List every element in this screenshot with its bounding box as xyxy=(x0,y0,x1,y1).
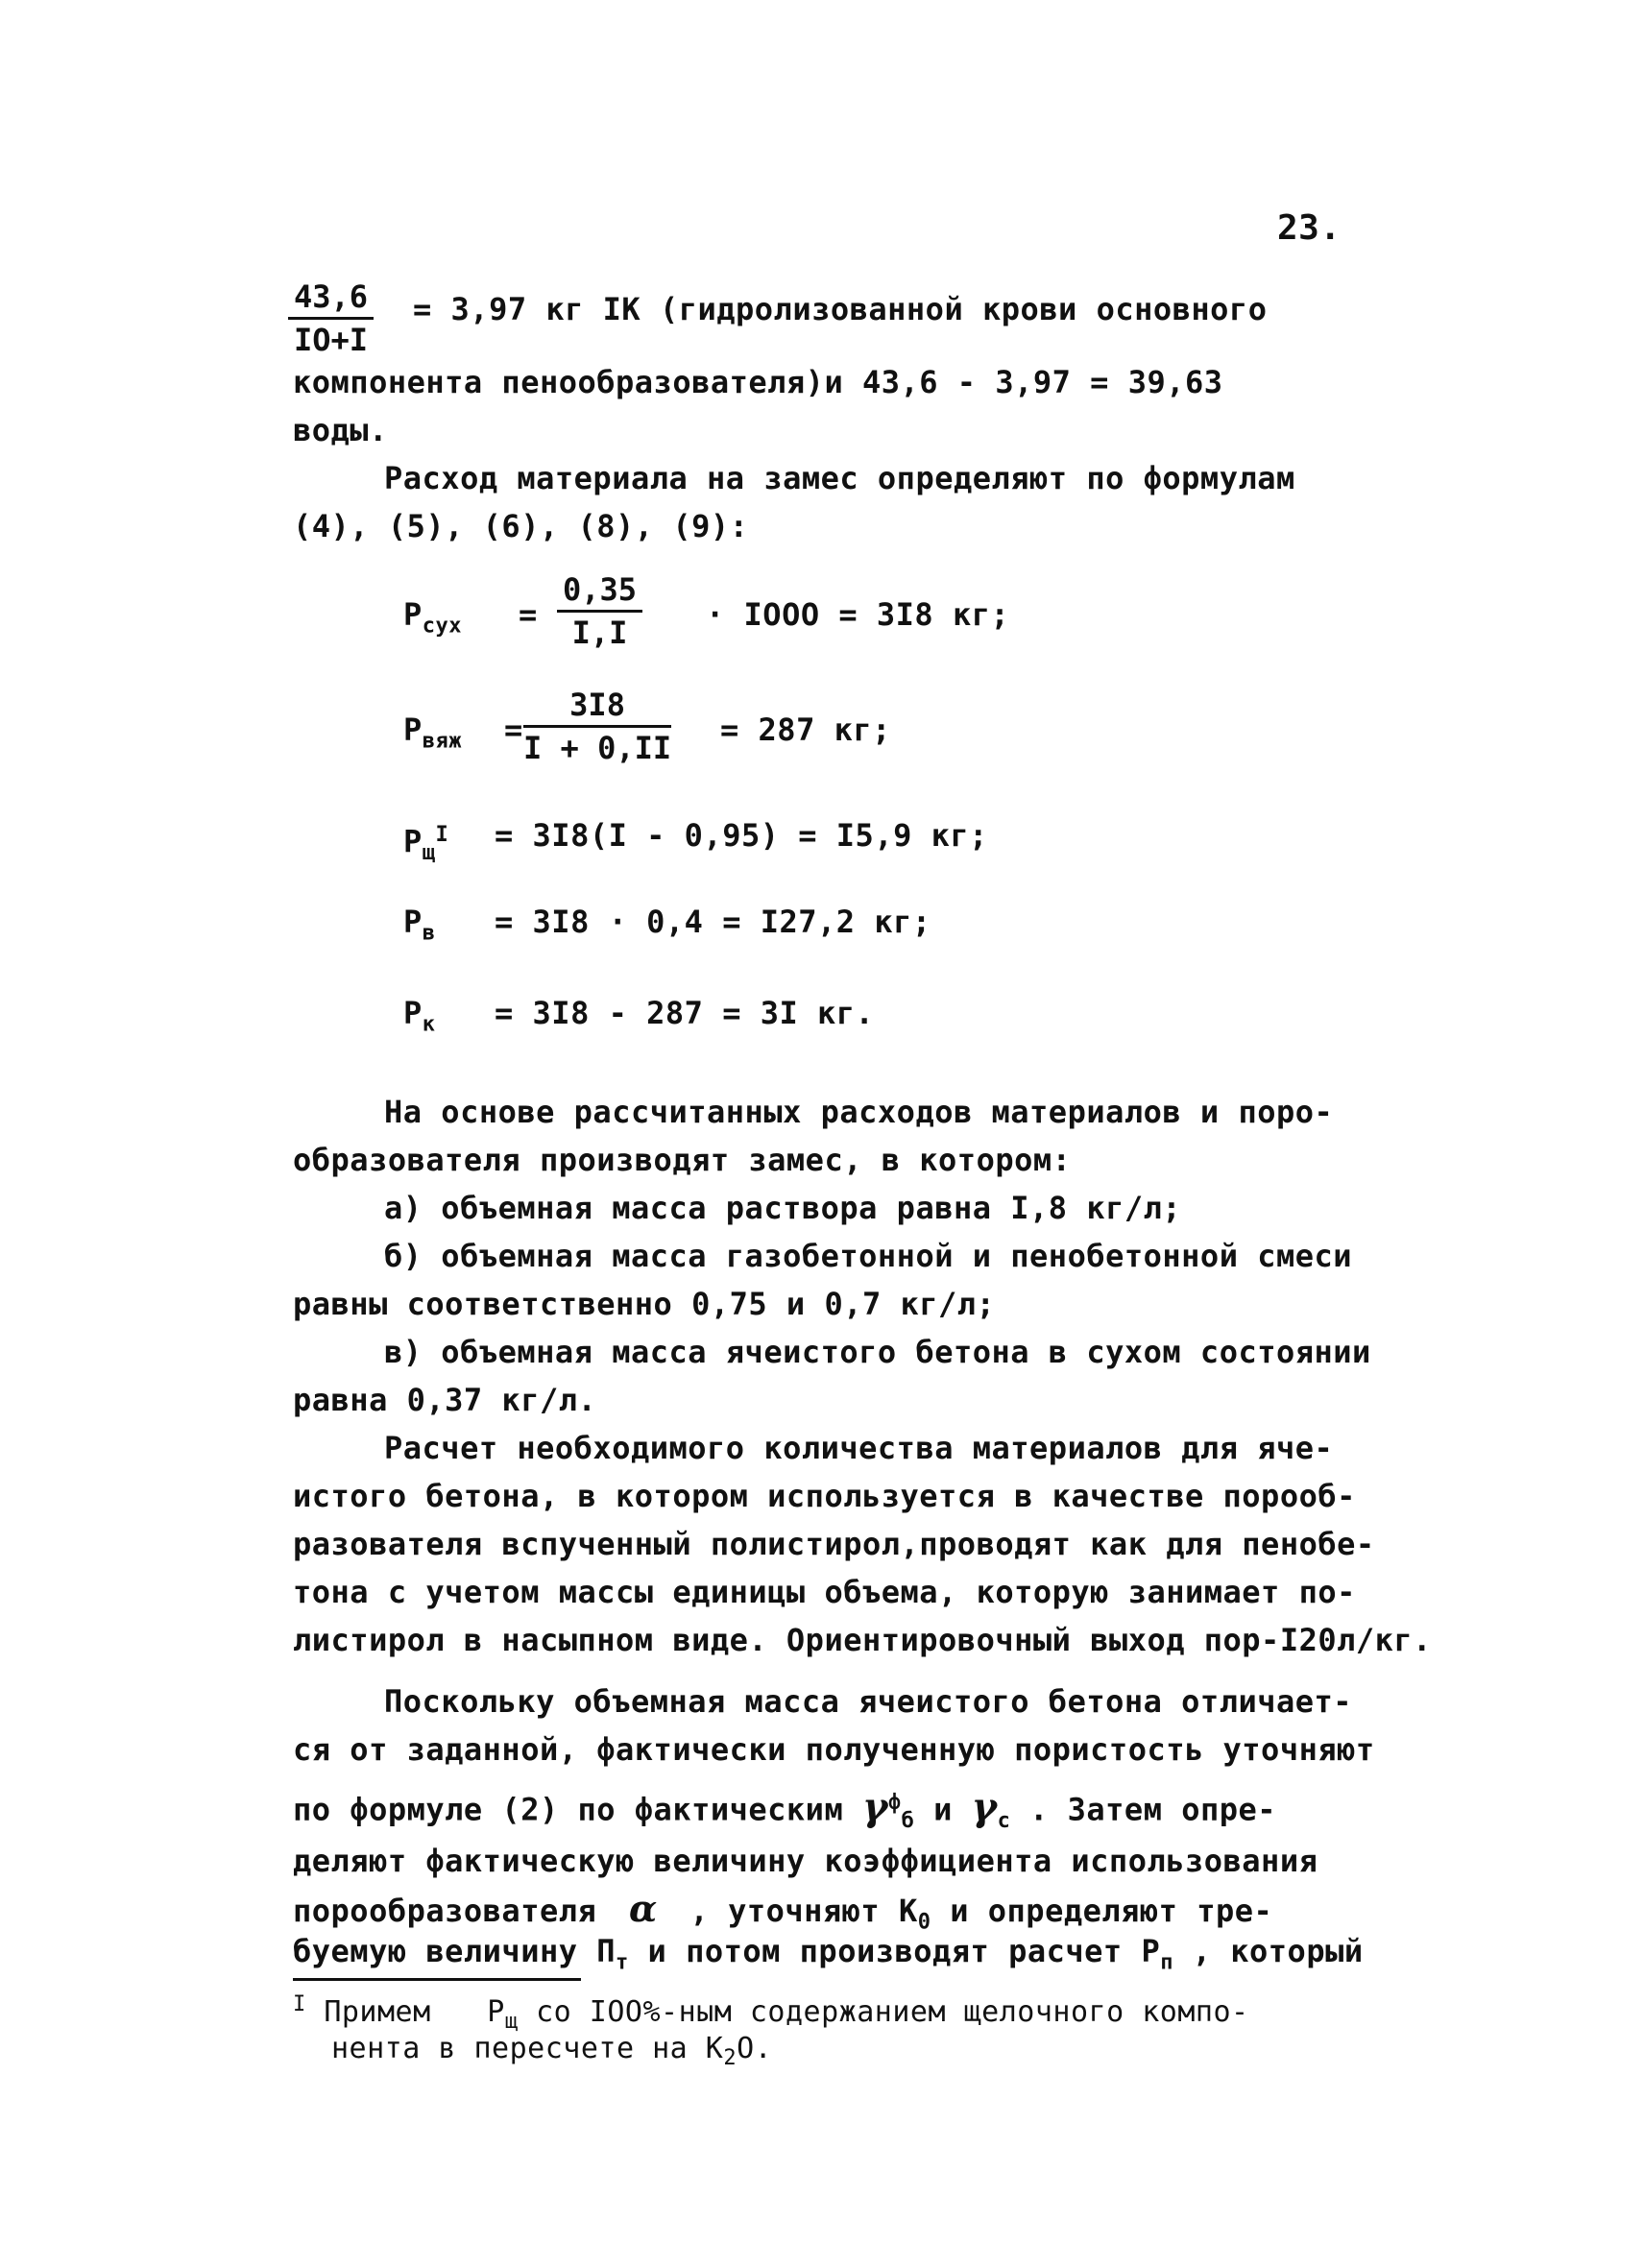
mix-item-c-line1: в) объемная масса ячеистого бетона в сухом состоянии xyxy=(384,1334,1371,1370)
porosity-and: и xyxy=(933,1791,953,1828)
polystyrene-line2: истого бетона, в котором используется в качестве порооб- xyxy=(293,1478,1356,1514)
k-subscript: 0 xyxy=(917,1910,931,1935)
porosity-line6-mid: и потом производят расчет xyxy=(647,1933,1123,1969)
formula-2-symbol: $P_{вяж}$ xyxy=(403,712,463,754)
k-symbol: К xyxy=(898,1893,918,1929)
porosity-line6 xyxy=(293,1932,1364,1982)
gamma-b-symbol: γ xyxy=(861,1784,888,1830)
porosity-line6-text: буемую величину xyxy=(293,1933,578,1969)
formula-2-result: = 287 кг; xyxy=(720,712,891,748)
p-t-subscript: т xyxy=(616,1950,629,1975)
gamma-c-subscript: с xyxy=(997,1809,1011,1834)
formula-2-numerator: 3I8 xyxy=(523,687,671,728)
intro-line1: = 3,97 кг IК (гидролизованной крови основного xyxy=(413,291,1268,327)
formula-2-equals: = xyxy=(504,712,523,748)
formula-1-numerator: 0,35 xyxy=(557,571,642,613)
formula-2-denominator: I + 0,II xyxy=(523,730,672,766)
footnote-rule xyxy=(293,1978,581,1981)
consumption-line2: (4), (5), (6), (8), (9): xyxy=(293,508,749,544)
p-p-subscript: п xyxy=(1160,1950,1173,1975)
mix-item-c-line2: равна 0,37 кг/л. xyxy=(293,1382,597,1418)
polystyrene-line5: листирол в насыпном виде. Ориентировочный выход пор-I20л/кг. xyxy=(293,1622,1432,1658)
footnote-subscript: щ xyxy=(504,2010,519,2034)
formula-1-denominator: I,I xyxy=(571,615,628,651)
mix-item-a: а) объемная масса раствора равна I,8 кг/л; xyxy=(384,1190,1182,1226)
footnote-symbol: Р xyxy=(487,1995,505,2029)
porosity-line4: деляют фактическую величину коэффициента использования xyxy=(293,1843,1318,1879)
intro-line2: компонента пенообразователя)и 43,6 - 3,97 = 39,63 xyxy=(293,364,1223,400)
intro-line3: воды. xyxy=(293,412,388,448)
intro-fraction xyxy=(288,278,374,358)
footnote-line1-rest: со IOO%-ным содержанием щелочного компо- xyxy=(536,1995,1249,2029)
formula-3-footnote-marker: I xyxy=(435,823,449,847)
gamma-b-superscript: ф xyxy=(887,1791,902,1815)
gamma-c-symbol: γ xyxy=(971,1784,998,1830)
porosity-line2: ся от заданной, фактически полученную пористость уточняют xyxy=(293,1731,1375,1768)
formula-1-symbol: $P_{сух}$ xyxy=(403,596,463,639)
mix-item-b-line1: б) объемная масса газобетонной и пенобетонной смеси xyxy=(384,1238,1353,1274)
porosity-line1: Поскольку объемная масса ячеистого бетона отличает- xyxy=(384,1683,1353,1720)
polystyrene-line3: разователя вспученный полистирол,проводят как для пенобе- xyxy=(293,1526,1375,1562)
formula-3-result: = 3I8(I - 0,95) = I5,9 кг; xyxy=(495,817,988,854)
porosity-line5-mid: , уточняют xyxy=(689,1893,881,1929)
formula-5-symbol: $P_к$ xyxy=(403,995,436,1037)
formula-2-fraction xyxy=(523,687,671,766)
intro-fraction-numerator: 43,6 xyxy=(288,278,374,320)
formula-5-result: = 3I8 - 287 = 3I кг. xyxy=(495,995,875,1031)
formula-1-equals: = xyxy=(519,596,538,633)
porosity-line3-end: . Затем опре- xyxy=(1029,1791,1277,1828)
polystyrene-line4: тона с учетом массы единицы объема, которую занимает по- xyxy=(293,1574,1356,1610)
porosity-line3 xyxy=(293,1784,1276,1841)
footnote-line2 xyxy=(331,2030,772,2078)
formula-1-fraction xyxy=(557,571,642,651)
footnote-line2-text: нента в пересчете на К xyxy=(331,2032,724,2065)
polystyrene-line1: Расчет необходимого количества материалов для яче- xyxy=(384,1430,1334,1466)
mix-line1: На основе рассчитанных расходов материалов и поро- xyxy=(384,1094,1334,1130)
page-number: 23. xyxy=(1277,208,1342,248)
porosity-line6-end: , который xyxy=(1192,1933,1364,1969)
consumption-line1: Расход материала на замес определяют по формулам xyxy=(384,460,1295,496)
porosity-line5-text: порообразователя xyxy=(293,1893,597,1929)
gamma-b-subscript: б xyxy=(901,1809,915,1834)
formula-1-result: · IOOO = 3I8 кг; xyxy=(706,596,1010,633)
footnote-marker: I xyxy=(293,1992,306,2016)
intro-fraction-denominator: IO+I xyxy=(294,322,369,358)
formula-4-symbol: $P_в$ xyxy=(403,904,436,946)
footnote-line2-subscript: 2 xyxy=(723,2046,737,2070)
mix-line2: образователя производят замес, в котором: xyxy=(293,1142,1072,1178)
p-t-symbol: П xyxy=(596,1933,616,1969)
footnote-line2-end: О. xyxy=(737,2032,773,2065)
porosity-line3-text: по формуле (2) по фактическим xyxy=(293,1791,844,1828)
p-p-symbol: Р xyxy=(1141,1933,1161,1969)
alpha-symbol: α xyxy=(629,1887,658,1930)
footnote-line1-text: Примем xyxy=(324,1995,431,2029)
mix-item-b-line2: равны соответственно 0,75 и 0,7 кг/л; xyxy=(293,1286,996,1322)
porosity-line5-end: и определяют тре- xyxy=(950,1893,1273,1929)
formula-4-result: = 3I8 · 0,4 = I27,2 кг; xyxy=(495,904,931,940)
formula-3-symbol: $P_щ^I$ xyxy=(403,823,449,866)
